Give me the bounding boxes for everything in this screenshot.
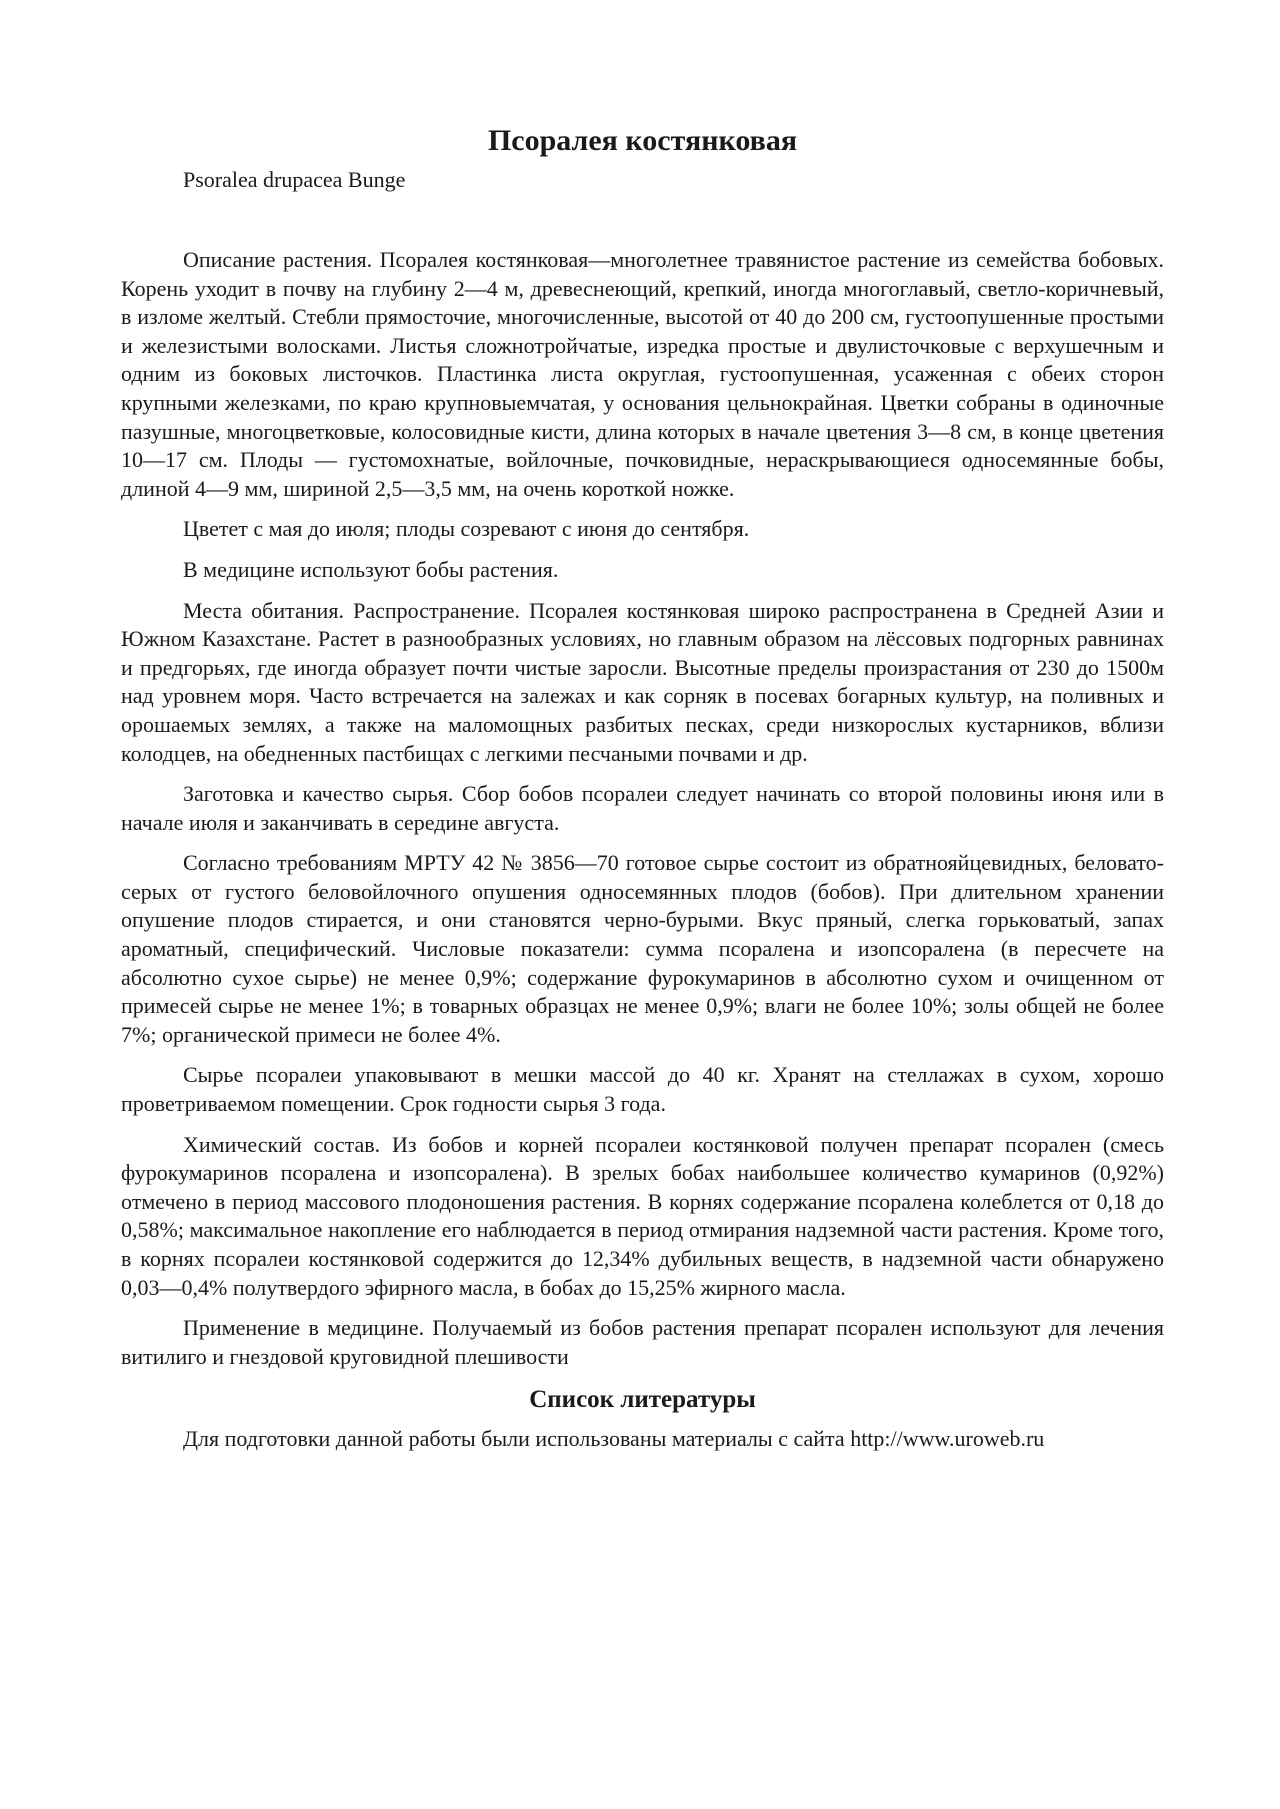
paragraph-application: Применение в медицине. Получаемый из бобов растения препарат псорален используют для лечения витилиго и гнездовой круговидной плешивости — [121, 1315, 1164, 1369]
paragraph-requirements: Согласно требованиям МРТУ 42 № 3856—70 готовое сырье состоит из обратнояйцевидных, беловато-серых от густого беловойлочного опушения односемянных плодов (бобов). При длительном хранении опушение плодов стирается, и они становятся черно-бурыми. Вкус пряный, слегка горьковатый, запах ароматный, специфический. Числовые показатели: сумма псоралена и изопсоралена (в пересчете на абсолютно сухое сырье) не менее 0,9%; содержание фурокумаринов в абсолютно сухом и очищенном от примесей сырье не менее 1%; в товарных образцах не менее 0,9%; влаги не более 10%; золы общей не более 7%; органической примеси не более 4%. — [121, 850, 1164, 1047]
paragraph-habitat: Места обитания. Распространение. Псоралея костянковая широко распространена в Средней Азии и Южном Казахстане. Растет в разнообразных условиях, но главным образом на лёссовых подгорных равнинах и предгорьях, где иногда образует почти чистые заросли. Высотные пределы произрастания от 230 до 1500м над уровнем моря. Часто встречается на залежах и как сорняк в посевах богарных культур, на поливных и орошаемых землях, а также на маломощных разбитых песках, среди низкорослых кустарников, вблизи колодцев, на обедненных пастбищах с легкими песчаными почвами и др. — [121, 597, 1164, 766]
paragraph-storage: Сырье псоралеи упаковывают в мешки массой до 40 кг. Хранят на стеллажах в сухом, хорошо проветриваемом помещении. Срок годности сырья 3 года. — [121, 1062, 1164, 1117]
document-title: Псоралея костянковая — [487, 124, 798, 157]
paragraph-flowering: Цветет с мая до июля; плоды созревают с июня до сентября. — [183, 516, 750, 542]
paragraph-chemistry: Химический состав. Из бобов и корней псоралеи костянковой получен препарат псорален (смесь фурокумаринов псоралена и изопсоралена). В зрелых бобах наибольшее количество кумаринов (0,92%) отмечено в период массового плодоношения растения. В корнях содержание псоралена колеблется от 0,18 до 0,58%; максимальное накопление его наблюдается в период отмирания надземной части растения. Кроме того, в корнях псоралеи костянковой содержится до 12,34% дубильных веществ, в надземной части обнаружено 0,03—0,4% полутвердого эфирного масла, в бобах до 15,25% жирного масла. — [121, 1131, 1164, 1300]
references-text: Для подготовки данной работы были использованы материалы с сайта http://www.uroweb.ru — [183, 1426, 1045, 1452]
references-title: Список литературы — [529, 1386, 756, 1414]
paragraph-harvesting: Заготовка и качество сырья. Сбор бобов псоралеи следует начинать со второй половины июня или в начале июля и заканчивать в середине августа. — [121, 781, 1164, 835]
paragraph-medicinal-part: В медицине используют бобы растения. — [183, 556, 559, 582]
paragraph-description: Описание растения. Псоралея костянковая—многолетнее травянистое растение из семейства бобовых. Корень уходит в почву на глубину 2—4 м, древеснеющий, крепкий, иногда многоглавый, светло-коричневый, в изломе желтый. Стебли прямосточие, многочисленные, высотой от 40 до 200 см, густоопушенные простыми и железистыми волосками. Листья сложнотройчатые, изредка простые и двулисточковые с верхушечным и одним из боковых листочков. Пластинка листа округлая, густоопушенная, усаженная с обеих сторон крупными железками, по краю крупновыемчатая, у основания цельнокрайная. Цветки собраны в одиночные пазушные, многоцветковые, колосовидные кисти, длина которых в начале цветения 3—8 см, в конце цветения 10—17 см. Плоды — густомохнатые, войлочные, почковидные, нераскрывающиеся односемянные бобы, длиной 4—9 мм, шириной 2,5—3,5 мм, на очень короткой ножке. — [121, 247, 1164, 501]
latin-name: Psoralea drupacea Bunge — [183, 167, 406, 192]
